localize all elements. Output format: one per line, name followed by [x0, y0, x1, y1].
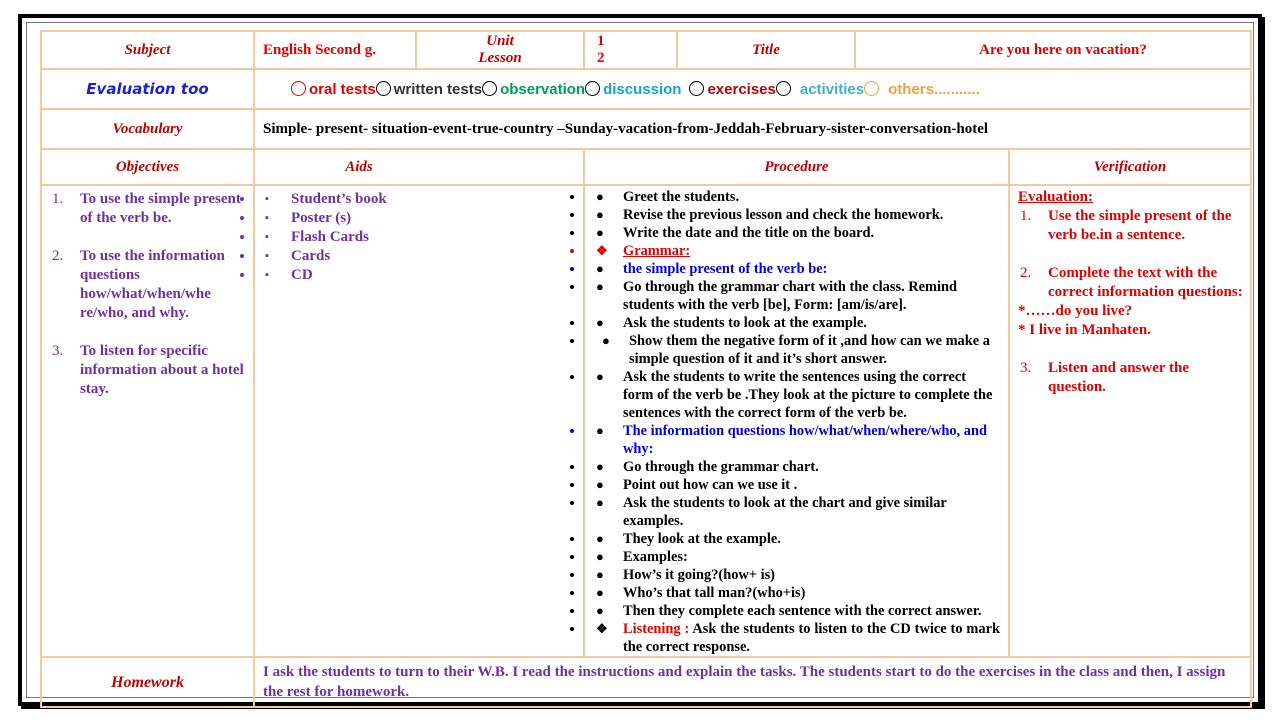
radio-circle-icon: [776, 81, 791, 96]
eval-option-written-tests[interactable]: written tests: [376, 80, 482, 99]
bullet-icon: • ●: [596, 315, 604, 330]
procedure-step: • ● Ask the students to look at the chart and give similar examples.: [585, 494, 1000, 530]
objectives-cell: [41, 185, 254, 657]
bullet-icon: • ●: [596, 549, 604, 564]
title-value: Are you here on vacation?: [855, 31, 1251, 69]
aids-list: [255, 190, 583, 285]
objective-item: 1. To use the simple present of the verb be.: [52, 191, 241, 226]
objectives-list: [42, 190, 253, 399]
radio-circle-icon: [689, 81, 704, 96]
eval-option-discussion[interactable]: discussion: [585, 80, 681, 99]
verification-item: 1. Use the simple present of the verb be.in a sentence.: [1020, 208, 1232, 243]
square-bullet-icon: • ▪: [265, 231, 269, 243]
unit-label: Unit: [486, 33, 514, 49]
procedure-step: • ● Go through the grammar chart.: [585, 458, 1000, 476]
title-label: Title: [677, 31, 855, 69]
diamond-bullet-icon: • ❖: [596, 243, 608, 258]
diamond-bullet-icon: • ❖: [596, 621, 608, 636]
subject-value: English Second g.: [254, 31, 416, 69]
bullet-icon: • ●: [596, 423, 604, 438]
procedure-step: • ● Point out how can we use it .: [585, 476, 1000, 494]
procedure-step: • ● The information questions how/what/when/where/who, and why:: [585, 422, 1000, 458]
square-bullet-icon: • ▪: [265, 212, 269, 224]
eval-option-others[interactable]: others...........: [864, 80, 980, 99]
square-bullet-icon: • ▪: [265, 193, 269, 205]
aids-cell: [254, 185, 584, 657]
verification-cell: [1009, 185, 1251, 657]
aid-item: • ▪ CD: [255, 266, 583, 285]
procedure-step: • ● Go through the grammar chart with the class. Remind students with the verb [be], Form: [am/is/are].: [585, 278, 1000, 314]
bullet-icon: • ●: [596, 225, 604, 240]
bullet-icon: • ●: [596, 459, 604, 474]
procedure-step: • ● Ask the students to look at the example.: [585, 314, 1000, 332]
procedure-header: Procedure: [584, 149, 1009, 185]
verification-list: [1018, 207, 1250, 302]
radio-circle-icon: [291, 81, 306, 96]
bullet-icon: • ●: [596, 531, 604, 546]
procedure-step: • ❖ Listening : Ask the students to listen to the CD twice to mark the correct response.: [585, 620, 1000, 656]
square-bullet-icon: • ▪: [265, 269, 269, 281]
aid-item: • ▪ Flash Cards: [255, 228, 583, 247]
aid-item: • ▪ Cards: [255, 247, 583, 266]
radio-circle-icon: [864, 81, 879, 96]
procedure-step: • ● Ask the students to write the sentences using the correct form of the verb be .They look at the picture to complete the sentences with the correct form of the verb be.: [585, 368, 1000, 422]
homework-label: Homework: [41, 657, 254, 707]
unit-value: 1: [597, 33, 605, 49]
subject-label: Subject: [41, 31, 254, 69]
procedure-list: [585, 188, 1000, 656]
bullet-icon: • ●: [596, 279, 604, 294]
lesson-plan-table: [40, 30, 1252, 708]
procedure-step: • ● Examples:: [585, 548, 1000, 566]
procedure-step: • ● Show them the negative form of it ,and how can we make a simple question of it and it’s short answer.: [585, 332, 1000, 368]
verification-item: 3. Listen and answer the question.: [1020, 360, 1189, 395]
bullet-icon: • ●: [596, 477, 604, 492]
objective-item: 2. To use the information questions how/what/when/whe re/who, and why.: [52, 248, 225, 321]
procedure-step: • ● How’s it going?(how+ is): [585, 566, 1000, 584]
procedure-step: • ● the simple present of the verb be:: [585, 260, 1000, 278]
procedure-cell: [584, 185, 1009, 657]
verification-list-2: [1018, 359, 1250, 397]
homework-text: I ask the students to turn to their W.B. I read the instructions and explain the tasks. The students start to do the exercises in the class and then, I assign the rest for homework.: [254, 657, 1251, 707]
procedure-step: • ● Revise the previous lesson and check the homework.: [585, 206, 1000, 224]
aids-header: Aids: [254, 149, 584, 185]
verification-answer: * I live in Manhaten.: [1018, 322, 1151, 338]
verification-heading: Evaluation:: [1018, 189, 1094, 205]
unit-lesson-label: [416, 31, 584, 69]
objectives-header: Objectives: [41, 149, 254, 185]
procedure-step: • ● They look at the example.: [585, 530, 1000, 548]
eval-option-oral-tests[interactable]: oral tests: [291, 80, 376, 99]
objective-item: 3. To listen for specific information about a hotel stay.: [52, 343, 244, 397]
aid-item: • ▪ Student’s book: [255, 190, 583, 209]
bullet-icon: • ●: [596, 567, 604, 582]
bullet-icon: • ●: [596, 585, 604, 600]
radio-circle-icon: [376, 81, 391, 96]
procedure-step: • ❖ Grammar:: [585, 242, 1000, 260]
verification-item: 2. Complete the text with the correct information questions:: [1020, 265, 1243, 300]
lesson-label: Lesson: [478, 50, 522, 66]
bullet-icon: • ●: [596, 603, 604, 618]
procedure-step: • ● Then they complete each sentence with the correct answer.: [585, 602, 1000, 620]
square-bullet-icon: • ▪: [265, 250, 269, 262]
eval-option-activities[interactable]: activities: [776, 80, 864, 99]
bullet-icon: • ●: [596, 261, 604, 276]
bullet-icon: • ●: [596, 495, 604, 510]
procedure-step: • ● Write the date and the title on the board.: [585, 224, 1000, 242]
procedure-step: • ● Who’s that tall man?(who+is): [585, 584, 1000, 602]
verification-question: *……do you live?: [1018, 303, 1133, 319]
bullet-icon: • ●: [596, 207, 604, 222]
eval-option-exercises[interactable]: exercises: [689, 80, 775, 99]
evaluation-label: Evaluation too: [41, 69, 254, 109]
aid-item: • ▪ Poster (s): [255, 209, 583, 228]
evaluation-options: [254, 69, 1251, 109]
vocabulary-value: Simple- present- situation-event-true-country –Sunday-vacation-from-Jeddah-February-sister-conversation-hotel: [254, 109, 1251, 149]
procedure-step: • ● Greet the students.: [585, 188, 1000, 206]
bullet-icon: • ●: [596, 369, 604, 384]
verification-header: Verification: [1009, 149, 1251, 185]
bullet-icon: • ●: [596, 189, 604, 204]
radio-circle-icon: [482, 81, 497, 96]
vocabulary-label: Vocabulary: [41, 109, 254, 149]
bullet-icon: • ●: [602, 333, 610, 348]
radio-circle-icon: [585, 81, 600, 96]
eval-option-observation[interactable]: observation: [482, 80, 585, 99]
unit-lesson-value: [584, 31, 677, 69]
lesson-value: 2: [597, 50, 605, 66]
